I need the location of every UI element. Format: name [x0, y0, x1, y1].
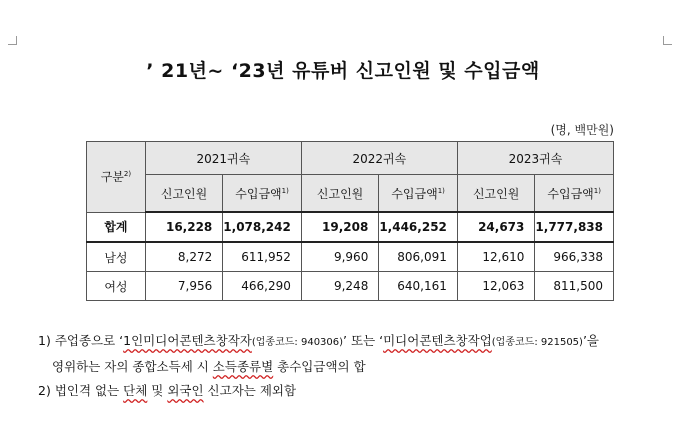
footnote-term: 1인미디어콘텐츠창작자 — [123, 333, 252, 348]
year-header-2021: 2021귀속 — [145, 142, 301, 175]
table-cell: 611,952 — [223, 242, 302, 272]
count-header: 신고인원 — [457, 175, 534, 213]
row-label: 합계 — [87, 212, 146, 242]
table-cell: 1,777,838 — [535, 212, 614, 242]
count-header: 신고인원 — [145, 175, 222, 213]
table-row-male — [87, 242, 614, 272]
industry-code: (업종코드: 921505) — [491, 337, 583, 348]
table-subheader-row — [87, 175, 614, 213]
table-cell: 1,078,242 — [223, 212, 302, 242]
statistics-table — [86, 141, 614, 301]
amount-header-label: 수입금액 — [547, 186, 594, 201]
row-header-label: 구분 — [100, 170, 124, 185]
footnote-text: ’ 또는 ‘ — [343, 333, 384, 348]
table-cell: 640,161 — [379, 272, 458, 301]
industry-code: (업종코드: 940306) — [251, 337, 344, 348]
table-cell: 12,063 — [457, 272, 534, 301]
table-cell: 8,272 — [145, 242, 222, 272]
table-cell: 16,228 — [145, 212, 222, 242]
table-cell: 24,673 — [457, 212, 534, 242]
row-label: 남성 — [87, 242, 146, 272]
amount-footnote-mark: 1) — [281, 186, 289, 195]
footnote-1 — [38, 329, 668, 379]
footnote-text: 신고자는 제외함 — [203, 383, 297, 398]
footnote-number: 1) — [38, 333, 51, 348]
margin-corner-left — [8, 36, 17, 45]
table-cell: 9,248 — [301, 272, 378, 301]
footnote-text: 주업종으로 ‘ — [54, 333, 124, 348]
footnote-text: 영위하는 자의 종합소득세 시 — [52, 359, 213, 374]
footnotes — [38, 329, 668, 403]
amount-footnote-mark: 1) — [593, 186, 601, 195]
row-header-footnote-mark: 2) — [123, 170, 132, 179]
table-row-female — [87, 272, 614, 301]
footnote-2 — [38, 379, 668, 403]
table-cell: 466,290 — [223, 272, 302, 301]
table-cell: 811,500 — [535, 272, 614, 301]
count-header: 신고인원 — [301, 175, 378, 213]
unit-label: (명, 백만원) — [550, 123, 614, 137]
footnote-text: 총수입금액의 합 — [273, 359, 366, 374]
table-cell: 966,338 — [535, 242, 614, 272]
amount-header — [223, 175, 302, 213]
footnote-text: 법인격 없는 — [54, 383, 124, 398]
year-header-2022: 2022귀속 — [301, 142, 457, 175]
table-cell: 7,956 — [145, 272, 222, 301]
amount-footnote-mark: 1) — [437, 186, 445, 195]
table-cell: 19,208 — [301, 212, 378, 242]
footnote-number: 2) — [38, 383, 51, 398]
table-cell: 12,610 — [457, 242, 534, 272]
table-cell: 9,960 — [301, 242, 378, 272]
margin-corner-right — [663, 36, 672, 45]
amount-header — [379, 175, 458, 213]
footnote-term: 외국인 — [167, 383, 204, 398]
table-cell: 1,446,252 — [379, 212, 458, 242]
table-header-row — [87, 142, 614, 175]
footnote-continuation — [38, 355, 668, 379]
footnote-term: 소득종류별 — [212, 359, 274, 374]
year-header-2023: 2023귀속 — [457, 142, 613, 175]
table-row-total — [87, 212, 614, 242]
row-header-cell — [87, 142, 146, 213]
footnote-text: 및 — [147, 383, 168, 398]
amount-header — [535, 175, 614, 213]
footnote-term: 단체 — [123, 383, 148, 398]
footnote-term: 미디어콘텐츠창작업 — [383, 333, 492, 348]
amount-header-label: 수입금액 — [235, 186, 282, 201]
amount-header-label: 수입금액 — [391, 186, 438, 201]
row-label: 여성 — [87, 272, 146, 301]
table-cell: 806,091 — [379, 242, 458, 272]
footnote-text: ’을 — [582, 333, 600, 348]
document-title: ’ 21년~ ‘23년 유튜버 신고인원 및 수입금액 — [146, 60, 540, 82]
